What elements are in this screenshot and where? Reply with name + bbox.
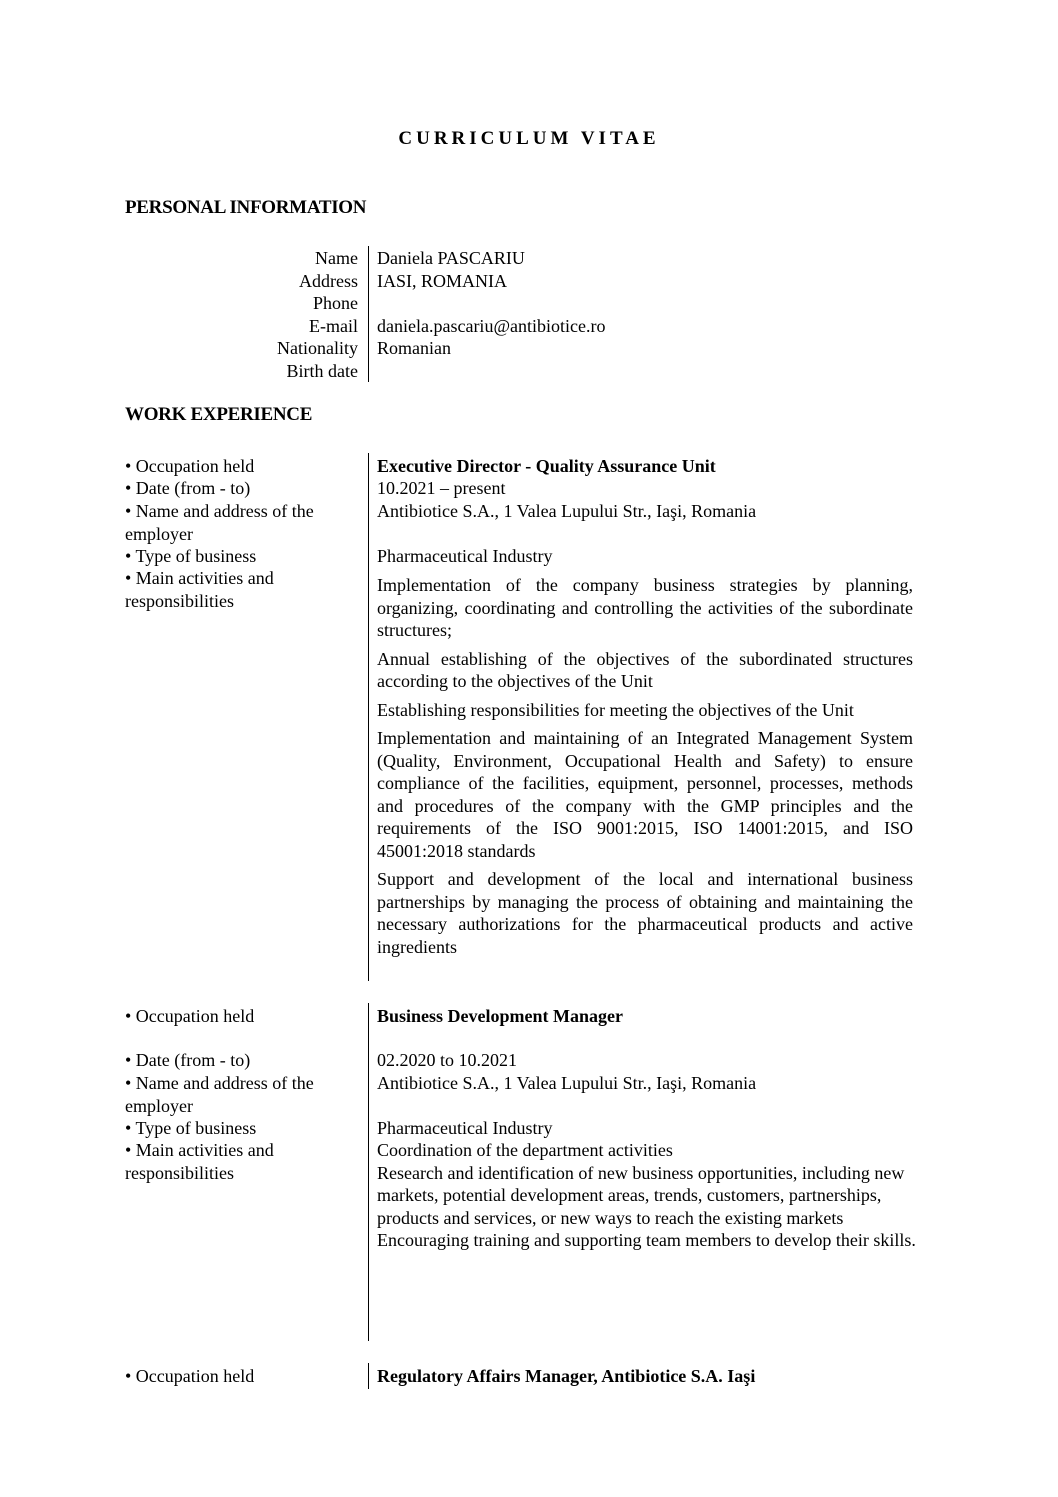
birth-date-value: [377, 360, 605, 383]
job-1-occupation: Executive Director - Quality Assurance Unit: [377, 456, 716, 476]
job-2-occupation-label: • Occupation held: [125, 1006, 255, 1026]
name-value: Daniela PASCARIU: [377, 248, 525, 268]
email-label: E-mail: [309, 315, 358, 336]
job-2-activities-label: • Main activities and responsibilities: [125, 1140, 274, 1183]
job-1-activity: Implementation and maintaining of an Integrated Management System (Quality, Environment, Occupational Health and Safety) to ensure compliance of the facilities, equipment, personnel, processes, methods and procedures of the company with the GMP principles and the requirements of the ISO 9001:2015, ISO 14001:2015, and ISO 45001:2018 standards: [377, 728, 913, 861]
job-1-employer: Antibiotice S.A., 1 Valea Lupului Str., Iaşi, Romania: [377, 501, 757, 521]
job-1-divider: [368, 453, 369, 981]
job-3-occupation: Regulatory Affairs Manager, Antibiotice S.A. Iaşi: [377, 1366, 756, 1386]
birth-date-label: Birth date: [286, 360, 358, 381]
job-2-employer: Antibiotice S.A., 1 Valea Lupului Str., Iaşi, Romania: [377, 1073, 757, 1093]
job-1-employer-label: • Name and address of the employer: [125, 501, 314, 544]
job-1-occupation-label: • Occupation held: [125, 456, 255, 476]
job-2-activity: Encouraging training and supporting team members to develop their skills.: [377, 1230, 916, 1250]
job-2-divider: [368, 1003, 369, 1341]
phone-label: Phone: [313, 293, 358, 313]
phone-value: [377, 292, 605, 315]
job-2-activity: Coordination of the department activities: [377, 1140, 673, 1160]
job-2-employer-label: • Name and address of the employer: [125, 1073, 314, 1116]
address-value: IASI, ROMANIA: [377, 270, 507, 291]
work-experience-heading: WORK EXPERIENCE: [125, 404, 313, 425]
job-1-business: Pharmaceutical Industry: [377, 546, 553, 566]
job-1-activity: Annual establishing of the objectives of the subordinated structures according to the objectives of the Unit: [377, 648, 913, 691]
job-1-activity: Support and development of the local and international business partnerships by managing the process of obtaining and maintaining the necessary authorizations for the pharmaceutical products and active ingredients: [377, 869, 913, 957]
job-2-business-label: • Type of business: [125, 1118, 257, 1138]
address-label: Address: [299, 270, 358, 291]
personal-info-divider: [368, 246, 369, 382]
email-value: daniela.pascariu@antibiotice.ro: [377, 315, 606, 336]
job-2-date-label: • Date (from - to): [125, 1050, 251, 1070]
nationality-value: Romanian: [377, 338, 451, 358]
job-1-activity: Implementation of the company business strategies by planning, organizing, coordinating and controlling the activities of the subordinate structures;: [377, 575, 913, 640]
job-2-date: 02.2020 to 10.2021: [377, 1050, 518, 1070]
job-3-divider: [368, 1363, 369, 1389]
personal-info-values: [377, 247, 605, 382]
job-1-date: 10.2021 – present: [377, 478, 506, 498]
job-3-occupation-label: • Occupation held: [125, 1366, 255, 1386]
nationality-label: Nationality: [277, 338, 358, 358]
job-2-occupation: Business Development Manager: [377, 1006, 623, 1026]
personal-info-labels: [277, 247, 358, 382]
job-1-activity: Establishing responsibilities for meeting the objectives of the Unit: [377, 699, 854, 720]
document-title: CURRICULUM VITAE: [398, 128, 660, 149]
job-1-activities: [377, 574, 913, 964]
job-2-activity: Research and identification of new business opportunities, including new markets, potential development areas, trends, customers, partnerships, products and services, or new ways to reach the existing markets: [377, 1162, 905, 1228]
personal-information-heading: PERSONAL INFORMATION: [125, 197, 367, 218]
job-2-business: Pharmaceutical Industry: [377, 1118, 553, 1138]
job-1-business-label: • Type of business: [125, 546, 257, 566]
job-1-date-label: • Date (from - to): [125, 478, 251, 498]
job-1-activities-label: • Main activities and responsibilities: [125, 568, 274, 611]
name-label: Name: [315, 248, 358, 268]
job-2-activities: [377, 1139, 927, 1252]
